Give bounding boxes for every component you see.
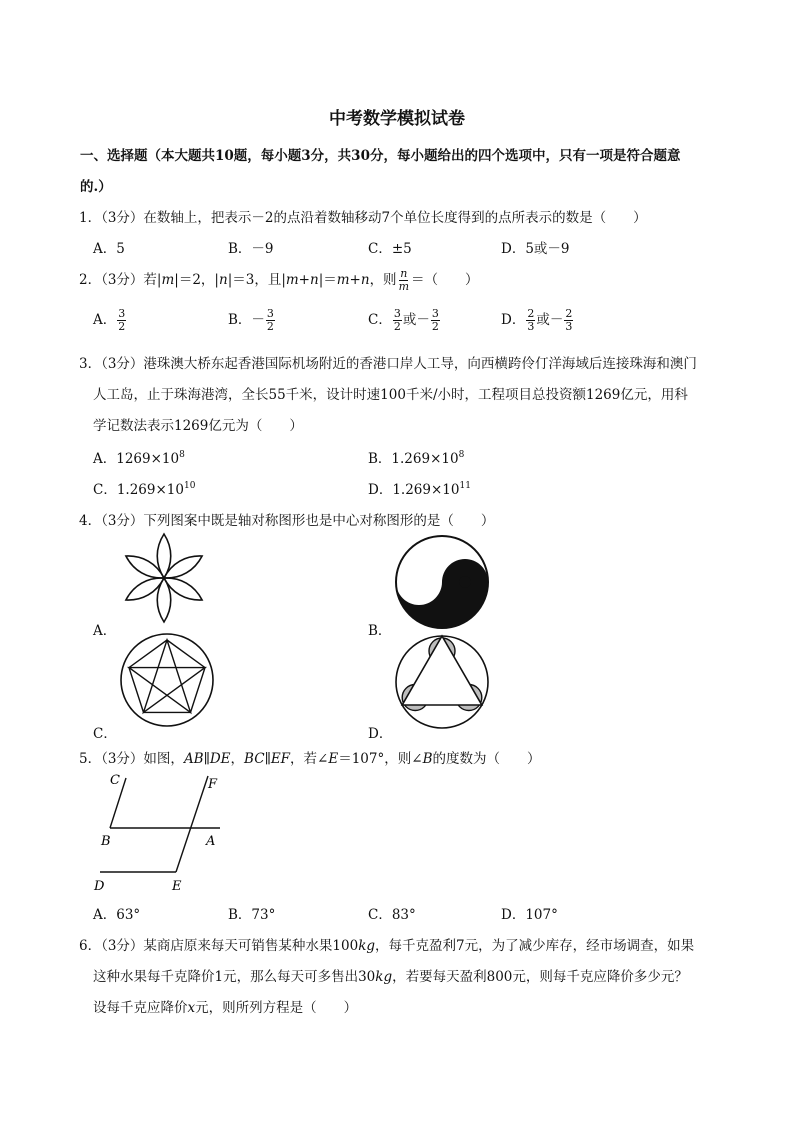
q6-text: 设每千克应降价 <box>93 1000 188 1016</box>
q3-stem-line3: 学记数法表示1269亿元为（ ） <box>93 418 303 434</box>
segment-ef: EF <box>270 751 291 767</box>
option-text: 或－ <box>536 312 564 328</box>
q4-option-c: C． <box>93 726 117 742</box>
q6-text: 6．（3分）某商店原来每天可销售某种水果100 <box>79 938 359 954</box>
frac-num: 3 <box>118 307 126 321</box>
option-text: A．1269×10 <box>93 451 180 467</box>
q6-stem-line2 <box>93 965 688 985</box>
q4-stem: 4．（3分）下列图案中既是轴对称图形也是中心对称图形的是（ ） <box>79 513 495 529</box>
option-text: B．1.269×10 <box>368 451 459 467</box>
label-b: B <box>101 834 111 849</box>
q2-stem <box>79 268 479 293</box>
unit-kg: kg <box>358 938 376 954</box>
q2-fraction <box>398 268 410 292</box>
q2-stem-text: |＝ <box>318 272 337 288</box>
unit-kg: kg <box>375 969 393 985</box>
exponent: 10 <box>183 481 196 491</box>
q2-stem-text: 2．（3分）若| <box>79 272 162 288</box>
q2-option-c <box>368 308 441 333</box>
q6-text: 这种水果每千克降价1元，那么每天可多售出30 <box>93 969 376 985</box>
q1-stem: 1．（3分）在数轴上，把表示－2的点沿着数轴移动7个单位长度得到的点所表示的数是（ ） <box>79 210 647 226</box>
q5-stem <box>79 747 540 767</box>
label-e: E <box>172 879 182 894</box>
q2-stem-text: ，则 <box>369 272 397 288</box>
frac-den: 2 <box>431 320 439 333</box>
q1-option-a: A．5 <box>93 241 125 257</box>
page-title: 中考数学模拟试卷 <box>329 109 465 129</box>
q1-option-b: B．－9 <box>228 241 274 257</box>
frac-den: 2 <box>393 320 401 333</box>
q4-option-b: B． <box>368 623 392 639</box>
parallel-lines-figure <box>90 768 230 893</box>
line-ef <box>176 776 208 872</box>
fraction <box>526 308 535 332</box>
section-heading: 一、选择题（本大题共10题，每小题3分，共30分，每小题给出的四个选项中，只有一项是符合题意 <box>80 148 681 164</box>
fraction <box>393 308 402 332</box>
fraction <box>564 308 573 332</box>
angle-b: B <box>422 751 433 767</box>
frac-den: 3 <box>565 320 573 333</box>
frac-den: 3 <box>527 320 535 333</box>
option-text: 或－ <box>402 312 430 328</box>
q3-option-d <box>368 478 471 498</box>
exponent: 11 <box>459 481 471 491</box>
parallel-sign: ∥ <box>203 751 210 767</box>
segment-ab: AB <box>183 751 204 767</box>
q5-stem-text: ，若∠ <box>290 751 329 767</box>
q6-text: ，每千克盈利7元，为了减少库存，经市场调查，如果 <box>375 938 695 954</box>
q1-option-d: D．5或－9 <box>501 241 570 257</box>
exponent: 8 <box>458 450 465 460</box>
flower-figure <box>118 532 210 624</box>
q3-stem-line2: 人工岛，止于珠海港湾，全长55千米，设计时速100千米/小时，工程项目总投资额1269亿元，用科 <box>93 387 688 403</box>
fraction <box>266 308 275 332</box>
exponent: 8 <box>179 450 185 460</box>
petal <box>161 572 206 606</box>
option-label: C． <box>368 312 392 328</box>
frac-den: 2 <box>118 320 126 333</box>
q6-stem-line3 <box>93 996 357 1016</box>
label-f: F <box>208 777 218 792</box>
angle-e: E <box>328 751 339 767</box>
q2-var-mn: m+n <box>336 272 370 288</box>
q5-stem-text: 5．（3分）如图， <box>79 751 184 767</box>
parallel-sign: ∥ <box>264 751 271 767</box>
q2-option-b <box>228 308 276 333</box>
option-label: D． <box>501 312 526 328</box>
q5-option-b: B．73° <box>228 907 276 923</box>
yin-yang-figure <box>394 534 490 630</box>
frac-num: 3 <box>393 307 401 321</box>
q2-stem-text: ＝（ ） <box>411 272 479 288</box>
q6-text: 元，则所列方程是（ ） <box>195 1000 358 1016</box>
q6-stem-line1 <box>79 934 694 954</box>
q5-option-d: D．107° <box>501 907 558 923</box>
frac-num: n <box>400 267 408 281</box>
yin-yang-dot-dark <box>459 576 471 588</box>
q2-stem-text: |＝2，| <box>174 272 219 288</box>
q4-option-a: A． <box>93 623 117 639</box>
q5-stem-text: 的度数为（ ） <box>432 751 541 767</box>
option-label: B．－ <box>228 312 265 328</box>
q2-option-d <box>501 308 574 333</box>
q5-stem-text: ， <box>230 751 245 767</box>
q5-option-a: A．63° <box>93 907 141 923</box>
q3-option-c <box>93 478 195 498</box>
var-x: x <box>187 1000 196 1016</box>
q3-stem-line1: 3．（3分）港珠澳大桥东起香港国际机场附近的香港口岸人工导，向西横跨伶仃洋海域后连接珠海和澳门 <box>79 356 697 372</box>
yin-yang-dot-light <box>413 576 425 588</box>
q2-var-m: m <box>161 272 175 288</box>
q2-stem-text: |＝3，且| <box>227 272 286 288</box>
label-c: C <box>110 773 120 788</box>
petal <box>123 572 168 606</box>
frac-num: 3 <box>266 307 274 321</box>
q4-option-d: D． <box>368 726 393 742</box>
label-d: D <box>94 879 105 894</box>
q1-option-c: C．±5 <box>368 241 412 257</box>
pentagram-figure <box>119 632 215 728</box>
frac-num: 2 <box>565 307 573 321</box>
frac-den: 2 <box>266 320 274 333</box>
fraction <box>431 308 440 332</box>
q5-option-c: C．83° <box>368 907 416 923</box>
petal <box>161 550 206 584</box>
q2-var-mn: m+n <box>285 272 319 288</box>
q5-stem-text: ＝107°，则∠ <box>338 751 423 767</box>
section-heading-cont: 的.） <box>80 179 112 195</box>
frac-den: m <box>398 280 409 293</box>
option-text: C．1.269×10 <box>93 482 184 498</box>
petal <box>123 550 168 584</box>
option-label: A． <box>93 312 117 328</box>
segment-bc: BC <box>244 751 265 767</box>
triangle-arcs-figure <box>394 634 490 730</box>
frac-num: 3 <box>431 307 439 321</box>
q2-var-n: n <box>218 272 228 288</box>
q2-option-a <box>93 308 127 333</box>
fraction <box>117 308 126 332</box>
q3-option-b <box>368 447 464 467</box>
option-text: D．1.269×10 <box>368 482 460 498</box>
segment-de: DE <box>209 751 231 767</box>
label-a: A <box>206 834 216 849</box>
frac-num: 2 <box>527 307 535 321</box>
q6-text: ，若要每天盈利800元，则每千克应降价多少元？ <box>392 969 688 985</box>
q3-option-a <box>93 447 185 467</box>
